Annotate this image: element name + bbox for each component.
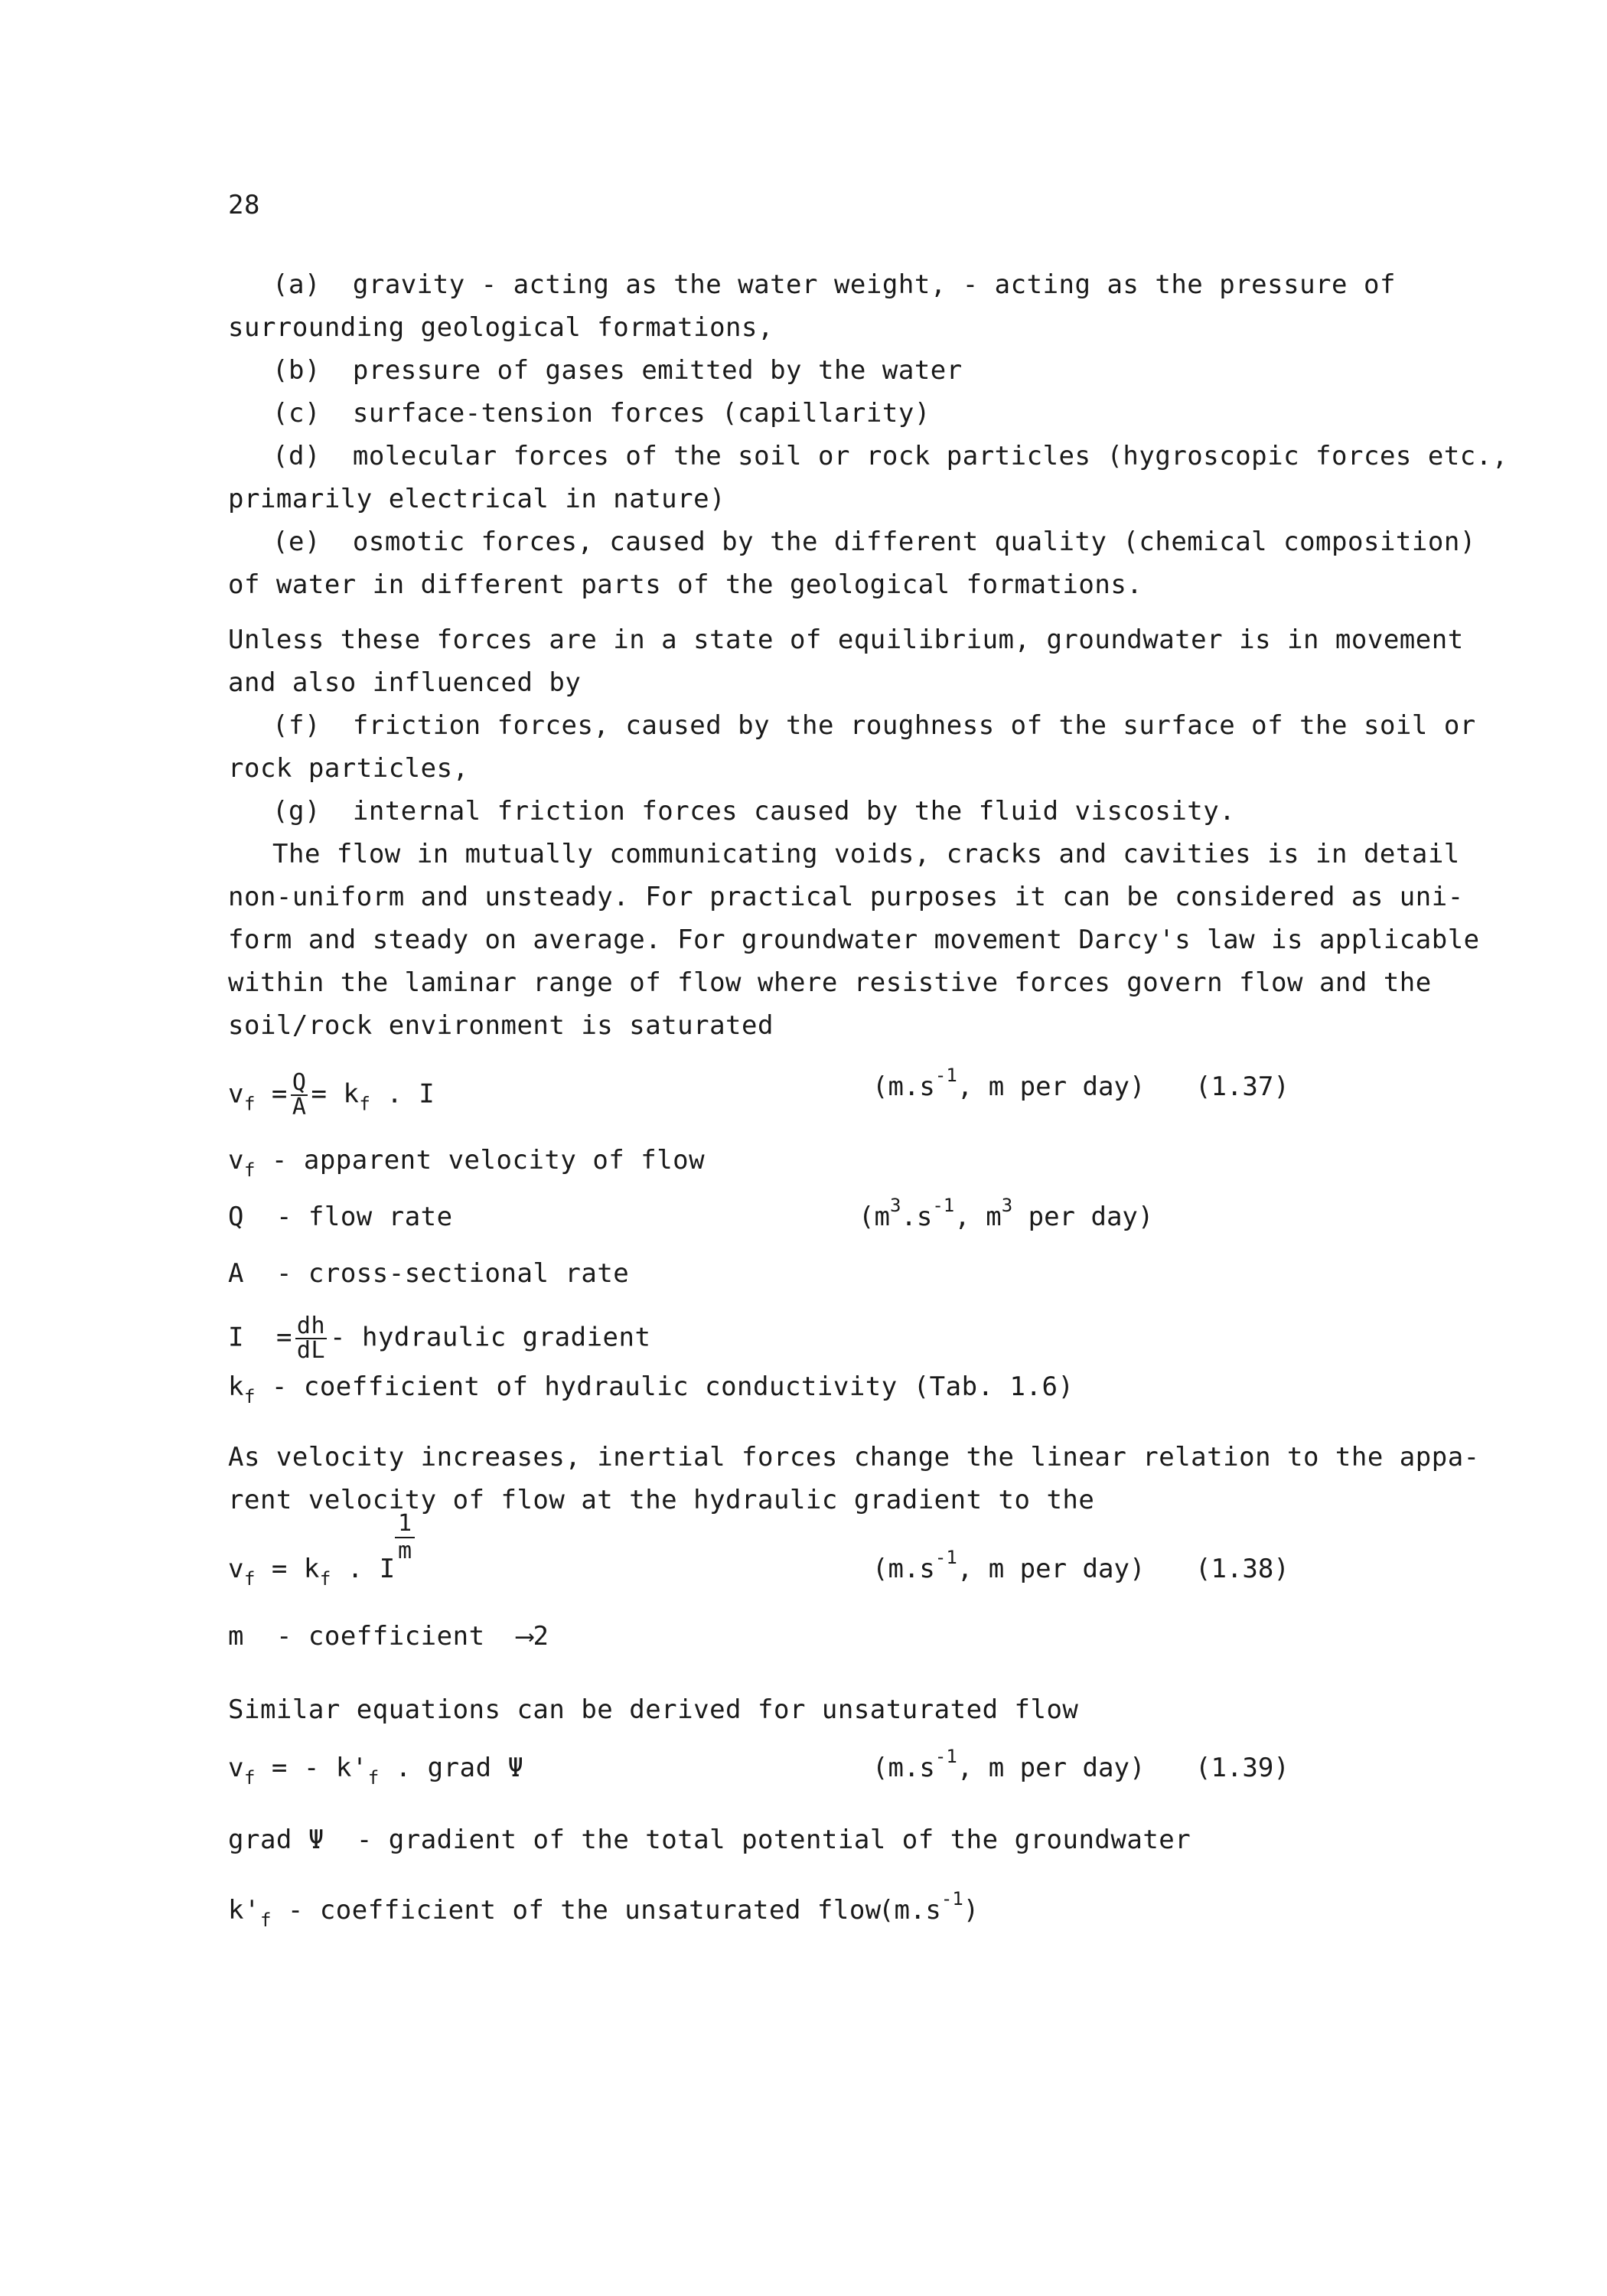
item-label: (g): [272, 796, 321, 827]
list-item-d: [272, 441, 1508, 471]
item-label: (a): [272, 269, 321, 300]
units-text: ): [963, 1895, 980, 1926]
fraction-dh-over-dl: [295, 1315, 327, 1362]
list-item-f: [272, 710, 1476, 741]
def-text: - coefficient: [275, 1621, 485, 1652]
def-text: - hydraulic gradient: [330, 1322, 651, 1353]
units-text: (m.s: [872, 1554, 935, 1584]
eq-v: v: [228, 1554, 244, 1584]
sym: k': [228, 1895, 260, 1926]
item-text: molecular forces of the soil or rock particles (hygroscopic forces etc.,: [352, 441, 1508, 471]
psi-symbol: Ψ: [507, 1753, 524, 1783]
def-text: - flow rate: [275, 1202, 453, 1232]
item-text: osmotic forces, caused by the different quality (chemical composition): [352, 527, 1476, 557]
sym: grad: [228, 1825, 292, 1855]
units-text: (m.s: [872, 1071, 935, 1102]
psi-symbol: Ψ: [308, 1825, 324, 1855]
units-exp: -1: [934, 1746, 957, 1767]
list-item-e-cont: of water in different parts of the geological formations.: [228, 569, 1143, 600]
eq-rest: . I: [347, 1554, 396, 1584]
fraction-q-over-a: [291, 1071, 308, 1119]
sym: Q: [228, 1202, 244, 1232]
paragraph-flow-1: The flow in mutually communicating voids, cracks and cavities is in detail: [272, 839, 1460, 869]
sym: v: [228, 1145, 244, 1176]
fraction-den: dL: [296, 1337, 326, 1364]
equation-1-38-units: [872, 1547, 1146, 1584]
definition-vf: [228, 1145, 706, 1181]
sym-sub: f: [243, 1386, 256, 1407]
units-text: , m per day): [957, 1753, 1146, 1783]
list-item-g: [272, 796, 1235, 827]
list-item-c: [272, 398, 931, 429]
eq-rest: . I: [386, 1078, 435, 1110]
equation-number-1-39: (1.39): [1195, 1753, 1289, 1783]
def-text: - coefficient of the unsaturated flow: [287, 1895, 882, 1926]
eq-sign: =: [271, 1554, 288, 1584]
item-text: surface-tension forces (capillarity): [352, 398, 931, 429]
item-label: (d): [272, 441, 321, 471]
sym: m: [228, 1621, 244, 1652]
item-label: (b): [272, 355, 321, 386]
units-text: , m per day): [957, 1071, 1146, 1102]
eq-k: k: [343, 1078, 360, 1110]
sym: k: [228, 1371, 244, 1402]
paragraph-unless-2: and also influenced by: [228, 667, 582, 698]
eq-sign: =: [311, 1078, 328, 1110]
eq-sub: f: [243, 1767, 256, 1789]
units-exp: -1: [940, 1888, 963, 1910]
units-exp: -1: [934, 1547, 957, 1568]
list-item-b: [272, 355, 963, 386]
fraction-num: 1: [395, 1512, 415, 1538]
paragraph-flow-2: non-uniform and unsteady. For practical purposes it can be considered as uni-: [228, 882, 1464, 912]
paragraph-velocity-2: rent velocity of flow at the hydraulic gradient to the: [228, 1485, 1095, 1515]
eq-sign: =: [271, 1078, 288, 1110]
paragraph-velocity-1: As velocity increases, inertial forces change the linear relation to the appa-: [228, 1442, 1480, 1473]
eq-sub: f: [319, 1568, 331, 1590]
list-item-a-cont: surrounding geological formations,: [228, 312, 774, 343]
definition-i: [228, 1315, 650, 1362]
equation-number-1-37: (1.37): [1195, 1071, 1289, 1102]
def-text: - gradient of the total potential of the groundwater: [356, 1825, 1191, 1855]
definition-kf: [228, 1371, 1074, 1407]
equation-1-38: [228, 1554, 396, 1590]
item-label: (e): [272, 527, 321, 557]
equation-1-37: [228, 1071, 435, 1119]
def-text: - coefficient of hydraulic conductivity (Tab. 1.6): [271, 1371, 1074, 1402]
sym: I: [228, 1322, 244, 1353]
item-text: friction forces, caused by the roughness of the surface of the soil or: [352, 710, 1476, 741]
item-text: internal friction forces caused by the fluid viscosity.: [352, 796, 1236, 827]
units-exp: 3: [1001, 1195, 1013, 1216]
paragraph-flow-3: form and steady on average. For groundwater movement Darcy's law is applicable: [228, 925, 1480, 955]
list-item-d-cont: primarily electrical in nature): [228, 484, 726, 514]
units-text: per day): [1012, 1202, 1154, 1232]
item-text: pressure of gases emitted by the water: [352, 355, 963, 386]
equation-1-39: [228, 1753, 524, 1789]
paragraph-similar: Similar equations can be derived for unsaturated flow: [228, 1694, 1079, 1725]
fraction-den: m: [398, 1538, 412, 1564]
fraction-den: A: [292, 1094, 307, 1120]
eq-sub: f: [367, 1767, 380, 1789]
item-text: gravity - acting as the water weight, - acting as the pressure of: [352, 269, 1396, 300]
list-item-e: [272, 527, 1476, 557]
units-text: (m.s: [872, 1753, 935, 1783]
eq-v: v: [228, 1078, 244, 1110]
sym: A: [228, 1258, 244, 1289]
eq-sub: f: [243, 1093, 256, 1115]
definition-m: [228, 1621, 549, 1652]
item-label: (f): [272, 710, 321, 741]
units-text: , m per day): [957, 1554, 1146, 1584]
units-exp: 3: [889, 1195, 901, 1216]
sym-sub: f: [259, 1910, 272, 1931]
eq-rest: . grad: [395, 1753, 492, 1783]
sym-sub: f: [243, 1159, 256, 1181]
definition-kf-unsat-units: [878, 1888, 980, 1926]
units-text: (m.s: [878, 1895, 941, 1926]
list-item-f-cont: rock particles,: [228, 753, 469, 784]
exponent-fraction: [395, 1512, 415, 1563]
arrow-icon: ⟶: [517, 1621, 533, 1652]
equation-1-37-units: [872, 1065, 1146, 1102]
eq-sub: f: [359, 1093, 371, 1115]
paragraph-unless-1: Unless these forces are in a state of equilibrium, groundwater is in movement: [228, 625, 1464, 655]
eq-v: v: [228, 1753, 244, 1783]
def-value: 2: [533, 1621, 549, 1652]
units-text: , m: [954, 1202, 1002, 1232]
units-text: .s: [901, 1202, 933, 1232]
page-number: 28: [228, 190, 260, 220]
item-label: (c): [272, 398, 321, 429]
definition-q-units: [859, 1195, 1154, 1232]
def-text: - cross-sectional rate: [275, 1258, 630, 1289]
list-item-a: [272, 269, 1396, 300]
equation-1-39-units: [872, 1746, 1146, 1783]
eq-k: k: [303, 1554, 320, 1584]
units-text: (m: [859, 1202, 890, 1232]
eq-k: k': [335, 1753, 368, 1783]
def-text: - apparent velocity of flow: [271, 1145, 706, 1176]
paragraph-flow-5: soil/rock environment is saturated: [228, 1010, 774, 1041]
definition-grad-psi: [228, 1825, 1191, 1855]
units-exp: -1: [932, 1195, 955, 1216]
equation-number-1-38: (1.38): [1195, 1554, 1289, 1584]
eq-sign: = -: [271, 1753, 320, 1783]
paragraph-flow-4: within the laminar range of flow where resistive forces govern flow and the: [228, 967, 1432, 998]
definition-a: [228, 1258, 629, 1289]
definition-q: [228, 1202, 453, 1232]
eq-sub: f: [243, 1568, 256, 1590]
fraction-num: Q: [292, 1069, 307, 1096]
definition-kf-unsat: [228, 1895, 882, 1931]
fraction-num: dh: [296, 1313, 326, 1339]
eq-sign: =: [275, 1322, 292, 1353]
units-exp: -1: [934, 1065, 957, 1086]
